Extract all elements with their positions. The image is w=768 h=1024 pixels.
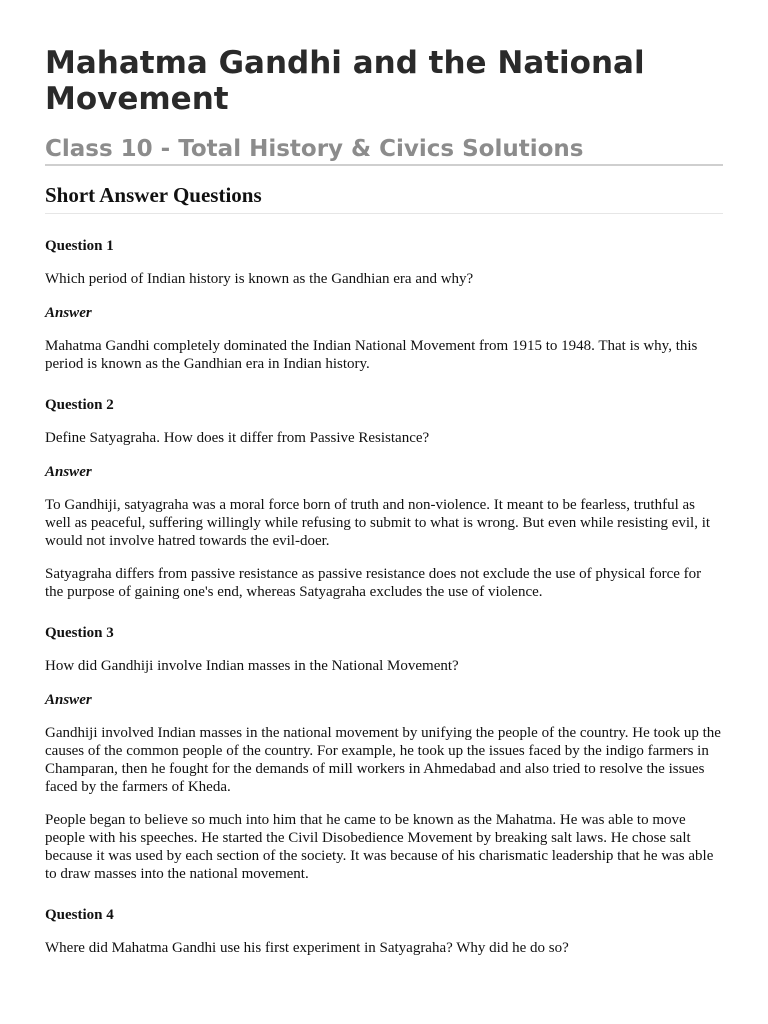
question-block-4 bbox=[45, 906, 723, 957]
document-page bbox=[45, 0, 723, 957]
question-label: Question 1 bbox=[45, 238, 114, 254]
answer-label: Answer bbox=[45, 692, 92, 708]
answer-paragraph: Mahatma Gandhi completely dominated the Indian National Movement from 1915 to 1948. That is why, this period is known as the Gandhian era in Indian history. bbox=[45, 338, 698, 372]
question-block-2 bbox=[45, 396, 723, 601]
question-text: How did Gandhiji involve Indian masses in the National Movement? bbox=[45, 658, 459, 674]
question-block-3 bbox=[45, 624, 723, 883]
question-label: Question 4 bbox=[45, 907, 114, 923]
answer-label: Answer bbox=[45, 464, 92, 480]
question-label: Question 3 bbox=[45, 625, 114, 641]
answer-paragraph: People began to believe so much into him that he came to be known as the Mahatma. He was able to move people with his speeches. He started the Civil Disobedience Movement by breaking salt laws. He chose salt because it was used by each section of the society. It was because of his charismatic leadership that he was able to draw masses into the national movement. bbox=[45, 812, 714, 882]
question-text: Define Satyagraha. How does it differ from Passive Resistance? bbox=[45, 430, 430, 446]
answer-label: Answer bbox=[45, 305, 92, 321]
page-subtitle: Class 10 - Total History & Civics Solutions bbox=[45, 135, 723, 166]
section-heading: Short Answer Questions bbox=[45, 182, 723, 214]
page-title: Mahatma Gandhi and the National Movement bbox=[45, 45, 645, 117]
question-text: Which period of Indian history is known as the Gandhian era and why? bbox=[45, 271, 474, 287]
answer-paragraph: Satyagraha differs from passive resistance as passive resistance does not exclude the use of physical force for the purpose of gaining one's end, whereas Satyagraha excludes the use of violence. bbox=[45, 566, 702, 600]
question-label: Question 2 bbox=[45, 397, 114, 413]
answer-paragraph: To Gandhiji, satyagraha was a moral force born of truth and non-violence. It meant to be fearless, truthful as well as peaceful, suffering willingly while refusing to submit to what is wrong. But even while resisting evil, it would not involve hatred towards the evil-doer. bbox=[45, 497, 711, 549]
question-block-1 bbox=[45, 237, 723, 373]
question-text: Where did Mahatma Gandhi use his first experiment in Satyagraha? Why did he do so? bbox=[45, 940, 569, 956]
answer-paragraph: Gandhiji involved Indian masses in the national movement by unifying the people of the country. He took up the causes of the common people of the country. For example, he took up the issues faced by the indigo farmers in Champaran, then he fought for the demands of mill workers in Ahmedabad and also tried to resolve the issues faced by the farmers of Kheda. bbox=[45, 725, 721, 795]
